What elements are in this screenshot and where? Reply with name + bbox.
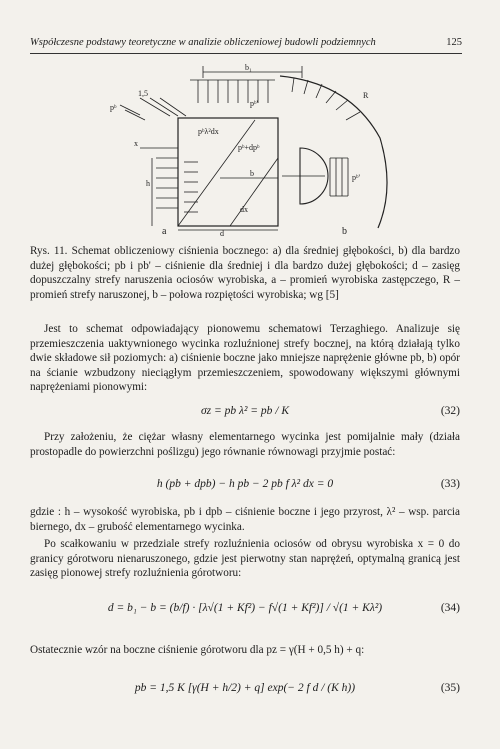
label-b1: b₁ [245,63,252,72]
inner-load-arrows [184,162,198,212]
paragraph-3: gdzie : h – wysokość wyrobiska, pb i dpb – ciśnienie boczne i jego przyrost, λ² – wsp. parcia biernego, dx – grubość elementarnego wycinka. [30,506,460,533]
radial-load-arrows [292,78,360,120]
equation-34-number: (34) [440,602,460,614]
equation-32 [30,405,460,417]
equation-33-text: h (pb + dpb) − h pb − 2 pb f λ² dx = 0 [156,478,334,490]
equation-33 [30,478,460,490]
page-number: 125 [446,37,462,48]
subfigure-b-label: b [342,226,347,237]
left-load-arrows [120,98,186,120]
figure-11 [80,58,420,238]
equation-35-text: pb = 1,5 K [γ(H + h/2) + q] exp(− 2 f d / (K h)) [134,682,356,694]
label-pb-right: pᵇ' [352,173,360,182]
subfigure-a-label: a [162,226,167,237]
equation-32-text: σz = pb λ² = pb / K [200,405,290,417]
label-d: d [220,229,224,238]
equation-34 [30,602,460,614]
equation-32-number: (32) [440,405,460,417]
label-pb-lambda: pᵇλ²dx [198,127,219,136]
right-load-arrows [330,158,348,196]
label-pb-prime: pᵇ' [250,99,258,108]
label-n15: 1,5 [138,89,148,98]
equation-35-number: (35) [440,682,460,694]
label-h: h [146,179,150,188]
outer-arc [280,76,387,228]
top-load-arrows [190,80,275,103]
left-wall-hatching [156,158,178,208]
paragraph-4: Po scałkowaniu w przedziale strefy rozluźnienia ociosów od obrysu wyrobiska x = 0 do granicy górotworu nienaruszonego, gdzie jest pierwotny stan naprężeń, optymalną granicą jest zasięg pionowej strefy rozluźnienia górotworu: [30,538,460,579]
label-b-inner: b [250,169,254,178]
equation-35 [30,682,460,694]
paragraph-1: Jest to schemat odpowiadający pionowemu schematowi Terzaghiego. Analizuje się przemieszczenia uaktywnionego wycinka rozluźnionej strefy bocznej, na którą działają tylko dwie składowe sił poziomych: a) ciśnienie boczne jako mniejsze naprężenie główne pb, b) opór na ścianie wzbudzony nieciągłym przemieszczeniem, spowodowany większymi głównymi naprężeniami pionowymi: [30,323,460,393]
paragraph-5: Ostatecznie wzór na boczne ciśnienie górotworu dla pz = γ(H + 0,5 h) + q: [30,644,365,656]
equation-34-text: d = b₁ − b = (b/f) · [λ√(1 + Kf²) − f√(1 + Kf²)] / √(1 + Kλ²) [107,602,383,614]
label-dx: dx [240,205,248,214]
label-x: x [134,139,138,148]
equation-33-number: (33) [440,478,460,490]
figure-caption: Rys. 11. Schemat obliczeniowy ciśnienia bocznego: a) dla średniej głębokości, b) dla bardzo dużej głębokości; pb i pb' – ciśnienie dla średniej i dla bardzo dużej głębokości; d – zasięg dopuszczalny strefy naruszenia ociosów wyrobiska, a – promień wyrobiska zastępczego, R – promień strefy naruszonej, b – połowa rozpiętości wyrobiska; wg [5] [30,245,460,301]
label-R: R [363,91,369,100]
running-title: Współczesne podstawy teoretyczne w analizie obliczeniowej budowli podziemnych [30,37,376,48]
label-pb-dpb: pᵇ+dpᵇ [238,143,260,152]
running-header [30,37,462,48]
slip-line-2 [230,158,278,226]
label-pb-left: pᵇ [110,103,117,112]
header-rule [30,53,462,54]
paragraph-2: Przy założeniu, że ciężar własny elementarnego wycinka jest pomijalnie mały (działa prostopadle do powierzchni poślizgu) jego równanie równowagi przyjmie postać: [30,431,460,458]
